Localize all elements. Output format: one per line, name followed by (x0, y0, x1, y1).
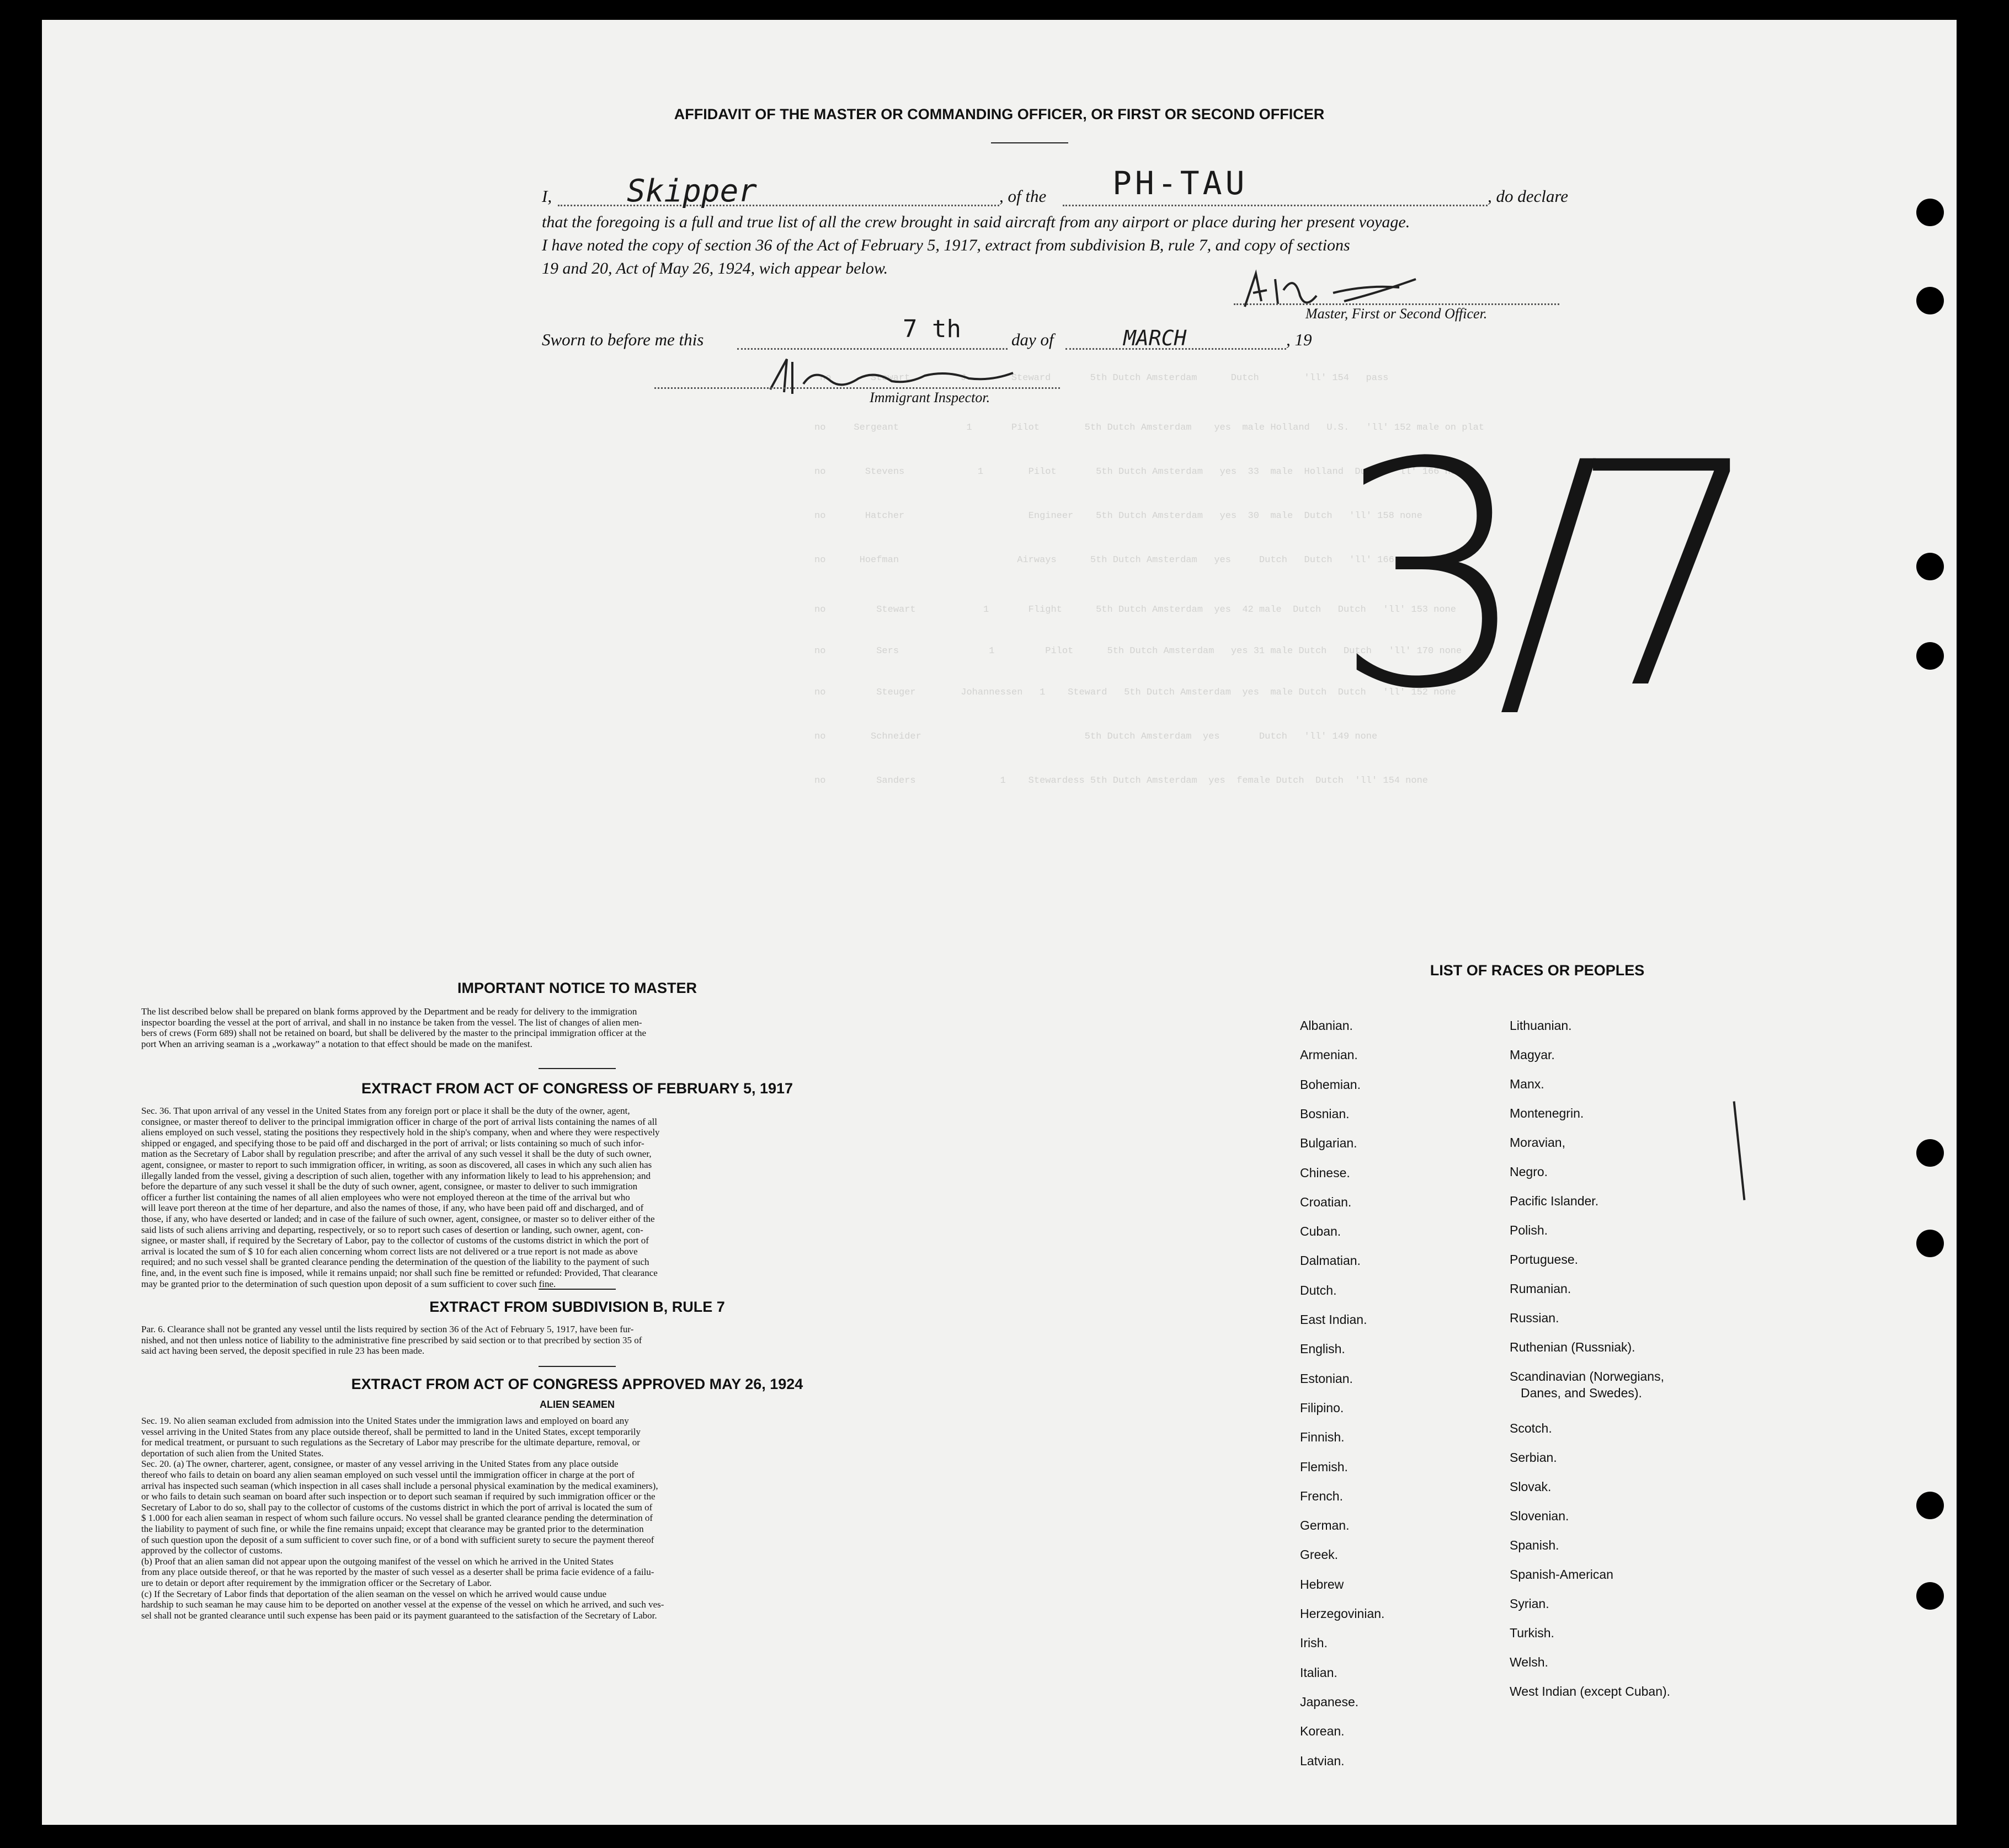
race-item: Latvian. (1300, 1753, 1345, 1768)
race-item: Montenegrin. (1510, 1106, 1584, 1120)
race-item: Estonian. (1300, 1371, 1353, 1386)
text-line: mation as the Secretary of Labor shall by regulation prescribe; and after the arrival of any such vessel it shall be the duty of such owner, (141, 1149, 652, 1160)
race-item: Lithuanian. (1510, 1018, 1572, 1033)
text-line: or who fails to detain such seaman on board after such inspection or to deport such seaman if required by such immigration officer or the (141, 1491, 656, 1502)
punch-hole (1916, 287, 1944, 314)
text-line: Sec. 19. No alien seaman excluded from admission into the United States under the immigration laws and employed on board any (141, 1416, 629, 1426)
affidavit-line-4: 19 and 20, Act of May 26, 1924, wich appear below. (542, 259, 888, 277)
i-prefix: I, (542, 186, 552, 206)
race-item: Finnish. (1300, 1430, 1345, 1445)
aircraft-handwritten: PH-TAU (1112, 164, 1248, 202)
text-line: sel shall not be granted clearance until such expense has been paid or its payment guaranteed to the satisfaction of the Secretary of Labor. (141, 1610, 657, 1621)
race-item: Spanish-American (1510, 1567, 1613, 1582)
race-item: Serbian. (1510, 1450, 1557, 1465)
race-item: Pacific Islander. (1510, 1194, 1599, 1208)
notice-line: The list described below shall be prepared on blank forms approved by the Department and be ready for delivery to the immigration (141, 1006, 637, 1017)
text-line: (c) If the Secretary of Labor finds that deportation of the alien seaman on the vessel on which he arrived would cause undue (141, 1588, 607, 1599)
inspector-caption: Immigrant Inspector. (870, 389, 990, 405)
race-item: Dalmatian. (1300, 1253, 1361, 1268)
punch-hole (1916, 1230, 1944, 1257)
day-of-text: day of (1011, 330, 1054, 349)
punch-hole (1916, 1492, 1944, 1519)
race-item: Bulgarian. (1300, 1136, 1357, 1151)
race-item: Scotch. (1510, 1421, 1552, 1435)
race-item: Scandinavian (Norwegians, (1510, 1369, 1664, 1384)
text-line: ure to detain or deport after requirement by the immigration officer or the Secretary of Labor. (141, 1577, 492, 1588)
race-item: Slovenian. (1510, 1509, 1569, 1523)
inspector-signature-line (654, 387, 1060, 389)
race-item: French. (1300, 1488, 1343, 1503)
text-line: Par. 6. Clearance shall not be granted any vessel until the lists required by section 36 of the Act of February 5, 1917, have been fur- (141, 1324, 634, 1334)
document-page: no Stewart J Steward 5th Dutch Amsterdam Dutch 'll' 154 pass no Sergeant 1 Pilot 5th Dutch Amsterdam yes male Holland U.S. 'll' 152 male on plat no Stevens 1 Pilot 5th Dutch Amsterdam yes 33 male Holland Dutch 'll' 166 none no Hatcher Engineer 5th Dutch Amsterdam yes 30 male Dutch 'll' 158 none no Hoefman Airways 5th Dutch Amsterdam yes Dutch Dutch 'll' 166 none no Stewart 1 Flight 5th Dutch Amsterdam yes 42 male Dutch Dutch 'll' 153 none no Sers 1 Pilot 5th Dutch Amsterdam yes 31 male Dutch Dutch 'll' 170 none no Steuger Johannessen 1 Steward 5th Dutch Amsterdam yes male Dutch Dutch 'll' 152 none no Schneider 5th Dutch Amsterdam yes Dutch 'll' 149 none no Sanders 1 Stewardess 5th Dutch Amsterdam yes female Dutch Dutch 'll' 154 none AFFIDAVIT OF THE MASTER OR COMMANDING OFFICER, OR FIRST OR SECOND OFFICER I, Skipper , of the PH-TAU , do declare that the foregoing is a full and true list of all the crew brought in said aircraft from any airport or place during her present voyage. I have noted the copy of section 36 of the Act of February 5, 1917, extract from subdivision B, rule 7, and copy of sections 19 and 20, Act of May 26, 1924, wich appear below. Master, First or Second Officer. Sworn to before me this 7 th day of MARCH , 19 Immigrant Inspector. 3/7 IMPORTANT NOTICE TO MASTER The list described below shall be prepared on blank forms approved by the Department and be ready for delivery to the immigration inspector boarding the vessel at the port of arrival, and shall in no instance be taken from the vessel. The list of changes of alien men- bers of crews (Form 689) shall not be retained on board, but shall be delivered by the master to the principal immigration officer at the port When an arriving seaman is a „workaway” a notation to that effect should be made on the manifest. EXTRACT FROM ACT OF CONGRESS OF FEBRUARY 5, 1917 Sec. 36. That upon arrival of any vessel in the United States from any foreign port or place it shall be the duty of the owner, agent, consignee, or master thereof to deliver to the principal immigration officer in charge of the port of arrival lists containing the names of all aliens employed on such vessel, stating the positions they respectively hold in the ship's company, when and where they were respectively shipped or engaged, and specifying those to be paid off and discharged in the port of arrival; or lists containing so much of such infor- mation as the Secretary of Labor shall by regulation prescribe; and after the arrival of any such vessel it shall be the duty of such owner, agent, consignee, or master to report to such immigration officer, in writing, as soon as discovered, all cases in which any such alien has illegally landed from the vessel, giving a description of such alien, together with any information likely to lead to his apprehension; and before the departure of any such vessel it shall be the duty of such owner, agent, consignee, or master to deliver to such immigration officer a further list containing the names of all alien employees who were not employed thereon at the time of the arrival but who will leave port thereon at the time of her departure, and also the names of those, if any, who have been paid off and discharged, and of those, if any, who have deserted or landed; and in case of the failure of such owner, agent, consignee, or master so to deliver either of the said lists of such aliens arriving and departing, respectively, or so to report such cases of desertion or landing, such owner, agent, con- signee, or master shall, if required by the Secretary of Labor, pay to the collector of customs of the customs district in which the port of arrival is located the sum of $ 10 for each alien concerning whom correct lists are not delivered or a true report is not made as above required; and no such vessel shall be granted clearance pending the determination of the question of the liability to the payment of such fine, and, in the event such fine is imposed, while it remains unpaid; nor shall such fine be remitted or refunded: Provided, That clearance may be granted prior to the determination of such question upon deposit of a sum sufficient to cover such fine. EXTRACT FROM SUBDIVISION B, RULE 7 Par. 6. Clearance shall not be granted any vessel until the lists required by section 36 of the Act of February 5, 1917, have been fur- nished, and not then unless notice of liability to the administrative fine prescribed by said section or to that precribed by section 35 of said act having been served, the deposit specified in rule 23 has been made. EXTRACT FROM ACT OF CONGRESS APPROVED MAY 26, 1924 ALIEN SEAMEN Sec. 19. No alien seaman excluded from admission into the United States under the immigration laws and employed on board any vessel arriving in the United States from any place outside thereof, shall be permitted to land in the United States, except temporarily for medical treatment, or pursuant to such regulations as the Secretary of Labor may prescribe for the ultimate departure, removal, or deportation of such alien from the United States. Sec. 20. (a) The owner, charterer, agent, consignee, or master of any vessel arriving in the United States from any place outside thereof who fails to detain on board any alien seaman employed on such vessel until the immigration officer in charge at the port of arrival has inspected such seaman (which inspection in all cases shall include a personal physical examination by the medical examiners), or who fails to detain such seaman on board after such inspection or to deport such seaman if required by such immigration officer or the Secretary of Labor to do so, shall pay to the collector of customs of the customs district in which the port of arrival is located the sum of $ 1.000 for each alien seaman in respect of whom such failure occurs. No vessel shall be granted clearance pending the determination of the liability to payment of such fine, or while the fine remains unpaid; except that clearance may be granted prior to the determination of such question upon the deposit of a sum sufficient to cover such fine, or of a bond with sufficient surety to secure the payment thereof approved by the collector of customs. (b) Proof that an alien saman did not appear upon the outgoing manifest of the vessel on which he arrived in the United States from any place outside thereof, or that he was reported by the master of such vessel as a deserter shall be prima facie evidence of a failu- ure to detain or deport after requirement by the immigration officer or the Secretary of Labor. (c) If the Secretary of Labor finds that deportation of the alien seaman on the vessel on which he arrived would cause undue hardship to such seaman he may cause him to be deported on another vessel at the expense of the vessel on which he arrived, and such ves- sel shall not be granted clearance until such expense has been paid or its payment guaranteed to the satisfaction of the Secretary of Labor. LIST OF RACES OR PEOPLES Albanian. Armenian. Bohemian. Bosnian. Bulgarian. Chinese. Croatian. Cuban. Dalmatian. Dutch. East Indian. English. Estonian. Filipino. Finnish. Flemish. French. German. Greek. Hebrew Herzegovinian. Irish. Italian. Japanese. Korean. Latvian. Lithuanian. Magyar. Manx. Montenegrin. Moravian, Negro. Pacific Islander. Polish. Portuguese. Rumanian. Russian. Ruthenian (Russniak). Scandinavian (Norwegians, Danes, and Swedes). Scotch. Serbian. Slovak. Slovenian. Spanish. Spanish-American Syrian. Turkish. Welsh. West Indian (except Cuban). (42, 20, 1957, 1825)
text-line: consignee, or master thereof to deliver to the principal immigration officer in charge of the port of arrival lists containing the names of all (141, 1116, 658, 1127)
text-line: thereof who fails to detain on board any alien seaman employed on such vessel until the immigration officer in charge at the port of (141, 1469, 635, 1480)
punch-hole (1916, 199, 1944, 226)
extract-1917-body (141, 1105, 1013, 1289)
text-line: for medical treatment, or pursuant to such regulations as the Secretary of Labor may prescribe for the ultimate departure, removal, or (141, 1437, 640, 1448)
text-line: of such question upon the deposit of a sum sufficient to cover such fine, or of a bond with sufficient surety to secure the payment thereof (141, 1534, 654, 1545)
text-line: Secretary of Labor to do so, shall pay to the collector of customs of the customs district in which the port of arrival is located the sum of (141, 1502, 653, 1513)
subdivision-b-divider (539, 1366, 616, 1367)
month-handwritten: MARCH (1123, 326, 1187, 350)
master-signature-line (1234, 303, 1559, 305)
text-line: Sec. 36. That upon arrival of any vessel in the United States from any foreign port or place it shall be the duty of the owner, agent, (141, 1105, 630, 1116)
text-line: before the departure of any such vessel it shall be the duty of such owner, agent, consignee, or master to deliver to such immigration (141, 1181, 638, 1192)
text-line: agent, consignee, or master to report to such immigration officer, in writing, as soon as discovered, all cases in which any such alien has (141, 1159, 652, 1170)
extract-1917-divider (539, 1289, 616, 1290)
race-item: Russian. (1510, 1311, 1559, 1325)
race-item: Herzegovinian. (1300, 1606, 1385, 1621)
text-line: nished, and not then unless notice of liability to the administrative fine prescribed by said section or to that precribed by section 35 of (141, 1334, 642, 1345)
sworn-prefix: Sworn to before me this (542, 330, 704, 349)
of-the-text: , of the (999, 186, 1047, 206)
master-name-handwritten: Skipper (627, 173, 758, 209)
punch-hole (1916, 553, 1944, 580)
affidavit-line-3: I have noted the copy of section 36 of the Act of February 5, 1917, extract from subdivision B, rule 7, and copy of sections (542, 236, 1350, 254)
race-item: Hebrew (1300, 1577, 1344, 1591)
day-line (737, 348, 1008, 350)
race-item: Italian. (1300, 1665, 1337, 1680)
race-item: Moravian, (1510, 1135, 1565, 1150)
race-item: Greek. (1300, 1547, 1339, 1562)
text-line: shipped or engaged, and specifying those to be paid off and discharged in the port of arrival; or lists containing so much of such infor- (141, 1137, 644, 1149)
race-item: Cuban. (1300, 1224, 1341, 1239)
text-line: illegally landed from the vessel, giving a description of such alien, together with any information likely to lead to his apprehension; and (141, 1170, 651, 1181)
notice-line: bers of crews (Form 689) shall not be retained on board, but shall be delivered by the master to the principal immigration officer at the (141, 1028, 647, 1039)
text-line: fine, and, in the event such fine is imposed, while it remains unpaid; nor shall such fine be remitted or refunded: Provided, That clearance (141, 1267, 658, 1278)
text-line: arrival is located the sum of $ 10 for each alien concerning whom correct lists are not delivered or a true report is not made as above (141, 1246, 638, 1257)
notice-line: inspector boarding the vessel at the port of arrival, and shall in no instance be taken from the vessel. The list of changes of alien men- (141, 1017, 642, 1028)
aircraft-line (1063, 205, 1488, 206)
affidavit-title-rule (991, 142, 1068, 143)
race-item: Chinese. (1300, 1165, 1350, 1180)
race-item: Bosnian. (1300, 1106, 1350, 1121)
master-caption: Master, First or Second Officer. (1305, 306, 1488, 322)
race-item: Armenian. (1300, 1048, 1358, 1062)
day-handwritten: 7 th (903, 315, 961, 343)
race-item: English. (1300, 1342, 1345, 1356)
punch-hole (1916, 1582, 1944, 1610)
race-item: Negro. (1510, 1165, 1548, 1179)
race-item: Danes, and Swedes). (1521, 1386, 1642, 1400)
race-item: Spanish. (1510, 1538, 1559, 1552)
text-line: signee, or master shall, if required by the Secretary of Labor, pay to the collector of customs of the customs district in which the port of (141, 1235, 649, 1246)
extract-1924-subtitle: ALIEN SEAMEN (539, 1399, 615, 1410)
race-item: Turkish. (1510, 1626, 1554, 1640)
text-line: vessel arriving in the United States from any place outside thereof, shall be permitted to land in the United States, except temporarily (141, 1426, 641, 1437)
punch-hole (1916, 642, 1944, 670)
text-line: (b) Proof that an alien saman did not appear upon the outgoing manifest of the vessel on which he arrived in the United States (141, 1556, 614, 1567)
notice-divider (539, 1068, 616, 1069)
text-line: hardship to such seaman he may cause him to be deported on another vessel at the expense of the vessel on which he arrived, and such ves- (141, 1599, 664, 1610)
text-line: Sec. 20. (a) The owner, charterer, agent, consignee, or master of any vessel arriving in the United States from any place outside (141, 1459, 619, 1470)
races-title: LIST OF RACES OR PEOPLES (1430, 962, 1645, 979)
notice-title: IMPORTANT NOTICE TO MASTER (457, 980, 697, 996)
race-item: West Indian (except Cuban). (1510, 1684, 1671, 1699)
affidavit-line-2: that the foregoing is a full and true list of all the crew brought in said aircraft from any airport or place during her present voyage. (542, 213, 1410, 231)
race-item: Polish. (1510, 1223, 1548, 1237)
notice-body (141, 1006, 1013, 1049)
extract-1917-title: EXTRACT FROM ACT OF CONGRESS OF FEBRUARY 5, 1917 (361, 1080, 793, 1097)
race-item: Rumanian. (1510, 1281, 1571, 1296)
race-item: Flemish. (1300, 1459, 1348, 1474)
subdivision-b-title: EXTRACT FROM SUBDIVISION B, RULE 7 (429, 1299, 725, 1315)
text-line: the liability to payment of such fine, or while the fine remains unpaid; except that clearance may be granted prior to the determination (141, 1523, 644, 1534)
text-line: arrival has inspected such seaman (which inspection in all cases shall include a personal physical examination by the medical examiners), (141, 1480, 658, 1491)
race-item: Bohemian. (1300, 1077, 1361, 1092)
extract-1924-title: EXTRACT FROM ACT OF CONGRESS APPROVED MAY 26, 1924 (351, 1376, 803, 1392)
text-line: from any place outside thereof, or that he was reported by the master of such vessel as a deserter shall be prima facie evidence of a failu- (141, 1567, 654, 1578)
race-item: Dutch. (1300, 1283, 1337, 1297)
race-item: Portuguese. (1510, 1252, 1579, 1267)
text-line: required; and no such vessel shall be granted clearance pending the determination of the question of the liability to the payment of such (141, 1257, 649, 1268)
race-item: Albanian. (1300, 1018, 1353, 1033)
race-item: Croatian. (1300, 1194, 1352, 1209)
text-line: officer a further list containing the names of all alien employees who were not employed thereon at the time of the arrival but who (141, 1192, 630, 1203)
text-line: aliens employed on such vessel, stating the positions they respectively hold in the ship's company, when and where they were respectively (141, 1127, 660, 1138)
text-line: deportation of such alien from the United States. (141, 1448, 324, 1459)
extract-1924-body (141, 1416, 1013, 1621)
notice-line: port When an arriving seaman is a „workaway” a notation to that effect should be made on the manifest. (141, 1038, 532, 1049)
affidavit-title: AFFIDAVIT OF THE MASTER OR COMMANDING OFFICER, OR FIRST OR SECOND OFFICER (674, 106, 1325, 122)
race-item: East Indian. (1300, 1312, 1367, 1327)
text-line: said act having been served, the deposit specified in rule 23 has been made. (141, 1345, 425, 1356)
page-annotation-3-7 (1311, 373, 1731, 825)
race-item: German. (1300, 1518, 1350, 1533)
year-prefix: , 19 (1286, 330, 1312, 349)
race-item: Syrian. (1510, 1596, 1549, 1611)
page-annotation-text: 3/7 (1333, 397, 1731, 757)
text-line: those, if any, who have deserted or landed; and in case of the failure of such owner, agent, consignee, or master so to deliver either of the (141, 1213, 655, 1224)
race-item: Ruthenian (Russniak). (1510, 1340, 1635, 1354)
race-item: Japanese. (1300, 1694, 1359, 1709)
race-item: Welsh. (1510, 1655, 1548, 1669)
text-line: $ 1.000 for each alien seaman in respect of whom such failure occurs. No vessel shall be granted clearance pending the determination of (141, 1513, 653, 1524)
race-item: Magyar. (1510, 1048, 1555, 1062)
race-item: Slovak. (1510, 1480, 1552, 1494)
race-item: Filipino. (1300, 1400, 1344, 1415)
ink-mark (1733, 1101, 1746, 1200)
race-item: Korean. (1300, 1724, 1345, 1739)
text-line: approved by the collector of customs. (141, 1545, 283, 1556)
do-declare-text: , do declare (1488, 186, 1569, 206)
name-line (558, 205, 999, 206)
punch-hole (1916, 1139, 1944, 1167)
race-item: Irish. (1300, 1636, 1328, 1651)
text-line: said lists of such aliens arriving and departing, respectively, or so to report such cases of desertion or landing, such owner, agent, con- (141, 1224, 643, 1235)
text-line: will leave port thereon at the time of her departure, and also the names of those, if any, who have been paid off and discharged, and of (141, 1203, 644, 1214)
race-item: Manx. (1510, 1077, 1544, 1091)
text-line: may be granted prior to the determination of such question upon deposit of a sum sufficient to cover such fine. (141, 1278, 556, 1289)
subdivision-b-body (141, 1324, 1013, 1356)
